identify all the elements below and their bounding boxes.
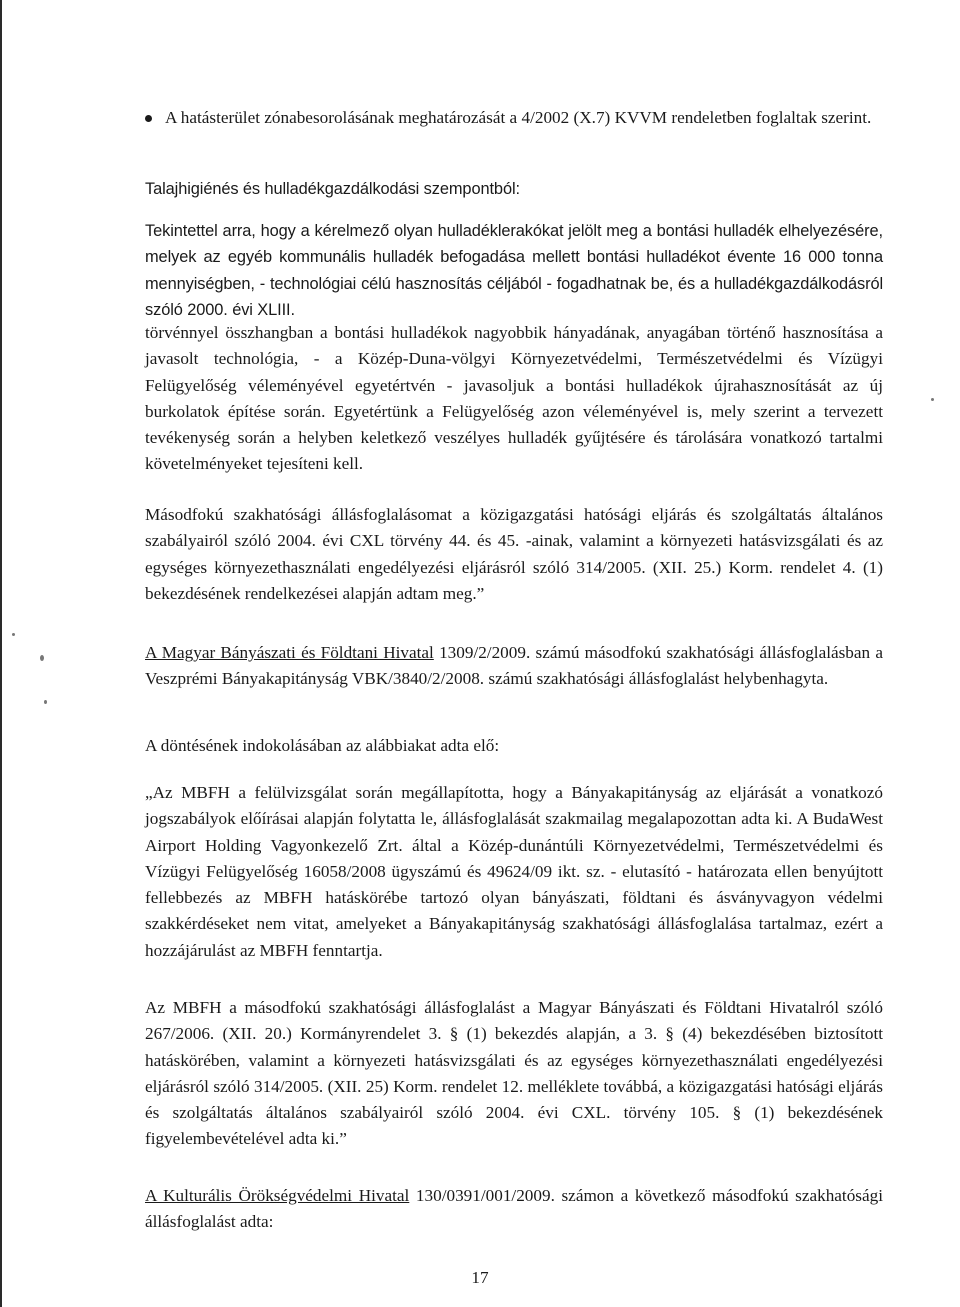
- paragraph-mbfh-intro-text: 1309/2/2009. számú másodfokú szakhatósági állásfoglalásban a Veszprémi Bányakapitányság VBK/3840/2/2008. számú szakhatósági állásfoglalást helybenhagyta.: [145, 643, 883, 689]
- paragraph-mbfh-legal-basis: Az MBFH a másodfokú szakhatósági állásfoglalást a Magyar Bányászati és Földtani Hivatalról szóló 267/2006. (XII. 20.) Kormányrendelet 3. § (1) bekezdés alapján, a 3. § (4) bekezdésében biztosított hatáskörében, valamint a környezeti hatásvizsgálati és az egységes környezethasználati engedélyezési eljárásról szóló 314/2005. (XII. 25) Korm. rendelet 12. melléklete továbbá, a közigazgatási hatósági eljárás és szolgáltatás általános szabályairól szóló 2004. évi CXL. törvény 105. § (1) bekezdésének figyelembevételével adta ki.”: [145, 998, 883, 1149]
- paragraph-mbfh-quote: „Az MBFH a felülvizsgálat során megállapította, hogy a Bányakapitányság az eljárását a vonatkozó jogszabályok előírásai alapján folytatta le, állásfoglalását szakmailag megalapozottan adta ki. A BudaWest Airport Holding Vagyonkezelő Zrt. által a Közép-dunántúli Környezetvédelmi, Természetvédelmi és Vízügyi Felügyelőség 16058/2008 ügyszámú és 49624/09 ikt. sz. - elutasító - határozata ellen benyújtott fellebbezés az MBFH hatáskörébe tartozó olyan bányászati, földtani és ásványvagyon védelmi szakkérdéseket nem vitat, amelyeket a Bányakapitányság szakhatósági állásfoglalása tartalmaz, ezért a hozzájárulást az MBFH fenntartja.: [145, 783, 883, 960]
- section-heading-talajhigienes: Talajhigiénés és hulladékgazdálkodási szempontból:: [145, 180, 520, 198]
- paragraph-torvennyel: törvénnyel összhangban a bontási hulladékok nagyobbik hányadának, anyagában történő hasznosítása a javasolt technológia, - a Közép-Duna-völgyi Környezetvédelmi, Természetvédelmi és Vízügyi Felügyelőség véleményével egyetértvén - javasoljuk a bontási hulladékok újrahasznosítását az új burkolatok építése során. Egyetértünk a Felügyelőség azon véleményével is, mely szerint a tervezett tevékenység során a helyben keletkező veszélyes hulladék gyűjtésére és tárolására vonatkozó tartalmi követelményeket tejesíteni kell.: [145, 323, 883, 474]
- scan-speck: [40, 655, 44, 661]
- bullet-dot-icon: [145, 115, 152, 122]
- scan-speck: [931, 398, 934, 401]
- bullet-text: A hatásterület zónabesorolásának meghatározását a 4/2002 (X.7) KVVM rendeletben foglaltak szerint.: [165, 108, 872, 127]
- scan-speck: [44, 700, 47, 704]
- bullet-item: [165, 105, 883, 131]
- scan-left-edge: [0, 0, 2, 1307]
- paragraph-mbfh-intro: [145, 640, 883, 693]
- authority-mbfh-name: A Magyar Bányászati és Földtani Hivatal: [145, 643, 434, 662]
- paragraph-masodfoku-allasfoglalas: Másodfokú szakhatósági állásfoglalásomat a közigazgatási hatósági eljárás és szolgáltatás általános szabályairól szóló 2004. évi CXL törvény 44. és 45. -ainak, valamint a környezeti hatásvizsgálati és az egységes környezethasználati engedélyezési eljárásról szóló 314/2005. (XII. 25.) Korm. rendelet 4. (1) bekezdésének rendelkezései alapján adtam meg.”: [145, 505, 883, 603]
- paragraph-indokolas: A döntésének indokolásában az alábbiakat adta elő:: [145, 736, 500, 755]
- page-number: 17: [471, 1268, 489, 1287]
- paragraph-koh-intro-text: 130/0391/001/2009. számon a következő másodfokú szakhatósági állásfoglalást adta:: [145, 1186, 883, 1232]
- paragraph-koh-intro: [145, 1183, 883, 1236]
- scan-speck: [12, 633, 15, 636]
- authority-koh-name: A Kulturális Örökségvédelmi Hivatal: [145, 1186, 410, 1205]
- paragraph-tekintettel: Tekintettel arra, hogy a kérelmező olyan hulladéklerakókat jelölt meg a bontási hulladék elhelyezésére, melyek az egyéb kommunális hulladék befogadása mellett bontási hulladékot évente 16 000 tonna mennyiségben, - technológiai célú hasznosítás céljából - fogadhatnak be, és a hulladékgazdálkodásról szóló 2000. évi XLIII.: [145, 222, 883, 319]
